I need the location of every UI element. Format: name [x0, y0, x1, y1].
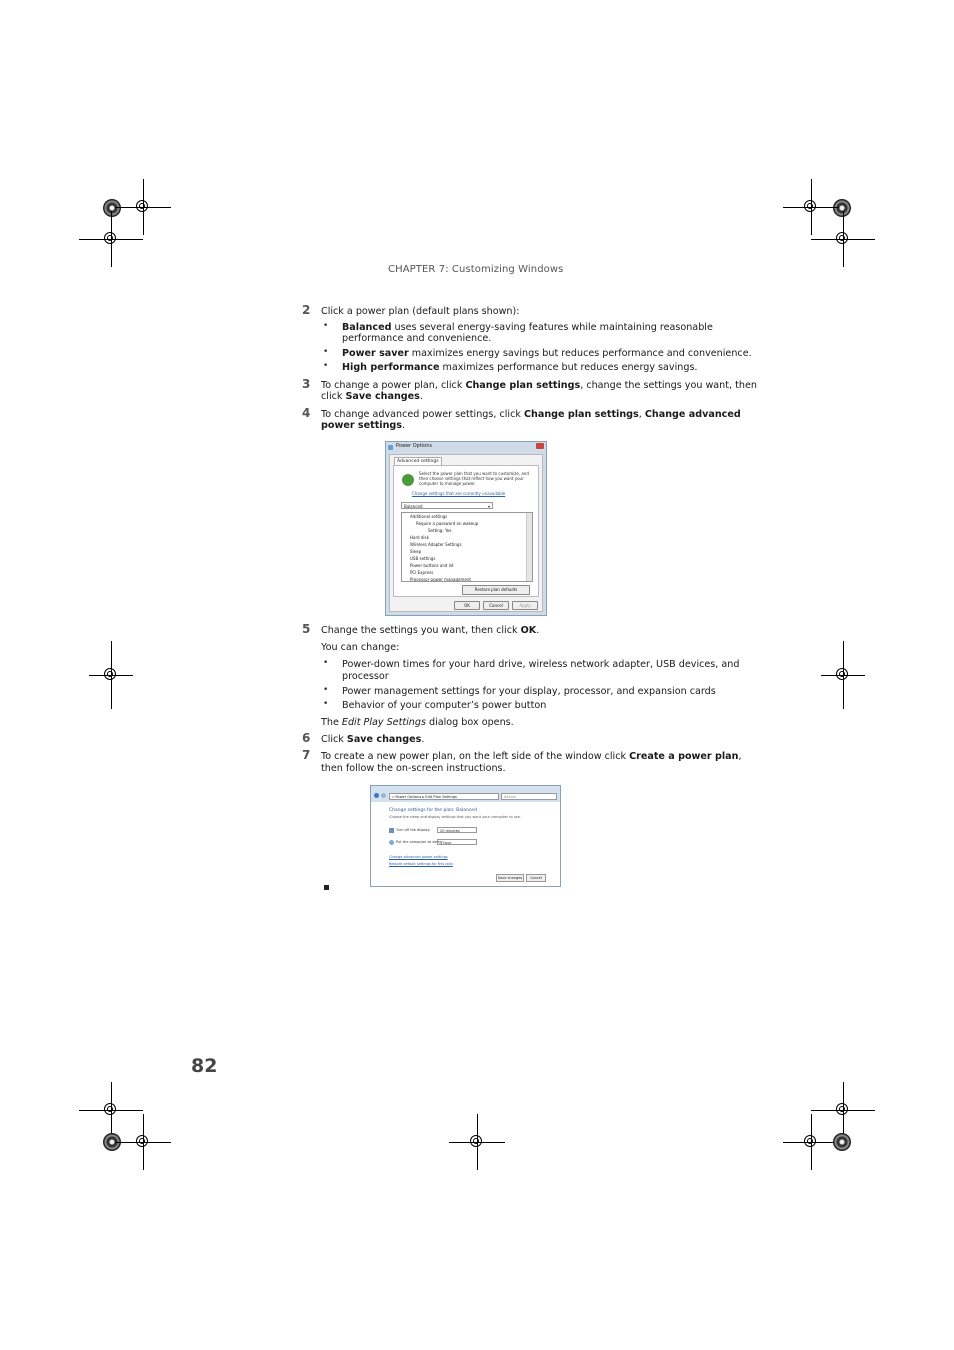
unavailable-settings-link: Change settings that are currently unavailable	[412, 491, 506, 496]
step-text: To change a power plan, click Change plan settings, change the settings you want, then	[321, 380, 757, 391]
bullet-icon: •	[323, 321, 329, 331]
list-item: Power-down times for your hard drive, wireless network adapter, USB devices, and	[342, 659, 740, 670]
step-text-continued: power settings.	[321, 420, 406, 431]
list-item: Behavior of your computer’s power button	[342, 700, 547, 711]
dialog-title: Power Options	[396, 443, 432, 449]
tree-item: Sleep	[410, 549, 422, 554]
plan-heading: Change settings for the plan: Balanced	[389, 808, 477, 813]
step-number: 3	[302, 377, 311, 391]
tree-item: Setting: Yes	[428, 528, 452, 533]
power-options-screenshot	[385, 441, 547, 616]
bullet-icon: •	[323, 658, 329, 668]
step-number: 5	[302, 622, 311, 636]
advanced-settings-link: Change advanced power settings	[389, 855, 448, 859]
edit-plan-settings-screenshot	[370, 785, 561, 887]
scrollbar	[526, 513, 532, 581]
address-bar: « Power Options ▸ Edit Plan Settings	[389, 793, 499, 800]
tree-item: Hard disk	[410, 535, 429, 540]
forward-icon	[381, 793, 386, 798]
bullet-icon: •	[323, 685, 329, 695]
close-icon	[536, 443, 544, 449]
search-input: Search	[501, 793, 557, 800]
plan-subheading: Choose the sleep and display settings that you want your computer to use.	[389, 815, 522, 819]
settings-area	[393, 465, 539, 597]
tree-item: Additional settings	[410, 514, 448, 519]
list-item: Power management settings for your display, processor, and expansion cards	[342, 686, 716, 697]
power-plan-icon	[402, 474, 414, 486]
tree-item: Require a password on wakeup	[416, 521, 479, 526]
sleep-timeout-select: 1 hour	[437, 839, 477, 845]
apply-button: Apply	[512, 601, 538, 610]
list-item-continued: processor	[342, 671, 389, 682]
sleep-label: Put the computer to sleep:	[396, 840, 443, 844]
list-item: Balanced uses several energy-saving features while maintaining reasonable	[342, 322, 713, 333]
display-icon	[389, 828, 394, 833]
power-icon	[388, 445, 393, 450]
step-text: To change advanced power settings, click Change plan settings, Change advanced	[321, 409, 741, 420]
list-item: High performance maximizes performance but reduces energy savings.	[342, 362, 698, 373]
step-number: 2	[302, 303, 311, 317]
restore-defaults-button: Restore plan defaults	[462, 585, 530, 595]
tree-item: Wireless Adapter Settings	[410, 542, 462, 547]
step-text-continued: click Save changes.	[321, 391, 423, 402]
list-item-continued: performance and convenience.	[342, 333, 492, 344]
step-subtext: You can change:	[321, 642, 400, 653]
page-number: 82	[191, 1055, 218, 1077]
bullet-icon: •	[323, 699, 329, 709]
step-number: 4	[302, 406, 311, 420]
display-label: Turn off the display:	[396, 828, 431, 832]
settings-tree	[401, 512, 533, 582]
step-text: Change the settings you want, then click OK.	[321, 625, 540, 636]
window-toolbar	[371, 786, 560, 802]
ok-button: OK	[454, 601, 480, 610]
chapter-header: CHAPTER 7: Customizing Windows	[388, 264, 564, 275]
step-subtext: The Edit Play Settings dialog box opens.	[321, 717, 514, 728]
plan-select: Balanced ▾	[401, 502, 493, 509]
display-timeout-select: 20 minutes	[437, 827, 477, 833]
tab-advanced-settings: Advanced settings	[394, 457, 442, 465]
restore-defaults-link: Restore default settings for this plan	[389, 862, 453, 866]
dialog-description: Select the power plan that you want to customize, and then choose settings that reflect how you want your computer to manage power.	[419, 471, 529, 486]
registration-disc-icon	[103, 199, 121, 217]
registration-disc-icon	[833, 199, 851, 217]
step-text: Click Save changes.	[321, 734, 425, 745]
save-changes-button: Save changes	[497, 876, 523, 880]
tree-item: PCI Express	[410, 570, 434, 575]
tree-item: Power buttons and lid	[410, 563, 454, 568]
step-number: 7	[302, 748, 311, 762]
list-item: Power saver maximizes energy savings but reduces performance and convenience.	[342, 348, 752, 359]
tree-item: Processor power management	[410, 577, 471, 582]
step-text-continued: then follow the on-screen instructions.	[321, 763, 506, 774]
dialog-panel	[389, 454, 543, 612]
tree-item: USB settings	[410, 556, 436, 561]
chevron-down-icon: ▾	[487, 504, 490, 509]
cancel-button: Cancel	[526, 874, 546, 882]
sleep-icon	[389, 840, 394, 845]
registration-disc-icon	[833, 1133, 851, 1151]
end-of-section-mark	[324, 885, 329, 890]
bullet-icon: •	[323, 347, 329, 357]
step-text: To create a new power plan, on the left side of the window click Create a power plan,	[321, 751, 742, 762]
bullet-icon: •	[323, 361, 329, 371]
back-icon	[374, 793, 379, 798]
step-text: Click a power plan (default plans shown):	[321, 306, 520, 317]
step-number: 6	[302, 731, 311, 745]
cancel-button: Cancel	[483, 601, 509, 610]
